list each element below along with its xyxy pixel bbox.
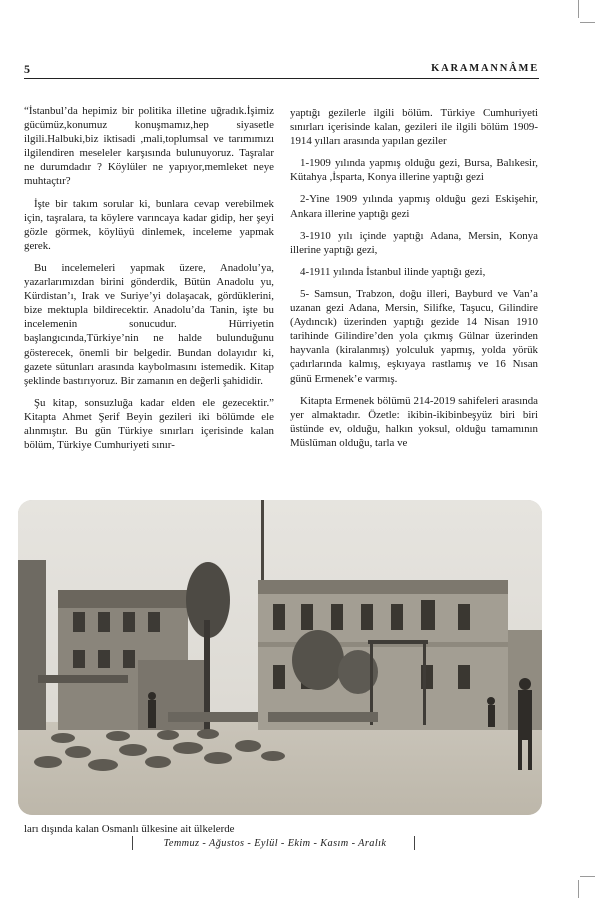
paragraph: 4-1911 yılında İstanbul ilinde yaptığı gezi,	[300, 265, 486, 278]
historic-town-square-photo	[18, 500, 542, 815]
paragraph: Şu kitap, sonsuzluğa kadar elden ele gezecektir.” Kitapta Ahmet Şerif Beyin gezileri iki bölümde ele alınmıştır. Bu gün Türkiye sınırları içerisinde kalan bölüm, Türkiye Cumhuriyeti sınır-	[24, 396, 274, 452]
footer-right-bar	[414, 836, 415, 850]
footer-left-bar	[132, 836, 133, 850]
paragraph: 1-1909 yılında yapmış olduğu gezi, Bursa, Balıkesir, Kütahya ,İsparta, Konya illerine yaptığı gezi	[290, 157, 538, 184]
continuation-line: ları dışında kalan Osmanlı ülkesine ait ülkelerde	[24, 823, 235, 835]
paragraph: Bu incelemeleri yapmak üzere, Anadolu’ya, yazarlarımızdan birini gönderdik, Bütün Anadolu yu, Kürdistan’ı, Irak ve Suriye’yi dolaşacak, gördüklerini, bize mektupla bildirecektir. Anadolu’da Tanin, işte bu incelemenin sonucudur. Hürriyetin başlangıcında,Türkiye’nin ne halde bulunduğunu gösterecek, önemli bir belgedir. Bundan dolayıdır ki, gazete sütunları arasında kaybolmasını istemedik. Kitap şeklinde bastırıyoruz. Bir zamanın en değerli şahididir.	[24, 261, 274, 387]
photo-illustration	[18, 500, 542, 815]
paragraph: İşte bir takım sorular ki, bunlara cevap verebilmek için, taşralara, ta köylere varıncaya kadar gidip, her şeyi gözle görmek, köylüyü dinlemek, inceleme yapmak gerek.	[24, 197, 274, 252]
crop-mark-top-right	[578, 0, 579, 18]
crop-mark-right-top	[580, 22, 595, 23]
crop-mark-right-bottom	[580, 876, 595, 877]
running-title: KARAMANNÂME	[431, 63, 539, 74]
paragraph: “İstanbul’da hepimiz bir politika illetine uğradık.İşimiz gücümüz,konumuz konuşmamız,hep siyasetle ilgili.Halbuki,biz iktisadi ,mali,toplumsal ve tarımımızı ilgilendiren meseleler karşısında bulunuyoruz. Taşralar ne durumdadır ? Köylüler ne yapıyor,memleket neye muhtaçtır?	[24, 105, 274, 188]
right-column	[290, 106, 538, 458]
page-number: 5	[24, 62, 30, 76]
left-column	[24, 104, 274, 460]
paragraph: yaptığı gezilerle ilgili bölüm. Türkiye Cumhuriyeti sınırları içerisinde kalan, gezileri ile ilgili bölüm 1909-1914 yılları arasında yapılan geziler	[290, 107, 538, 148]
paragraph: 3-1910 yılı içinde yaptığı Adana, Mersin, Konya illerine yaptığı gezi,	[290, 229, 538, 256]
header-rule	[24, 78, 539, 79]
paragraph: 2-Yine 1909 yılında yapmış olduğu gezi Eskişehir, Ankara illerine yaptığı gezi	[290, 193, 538, 220]
paragraph: Kitapta Ermenek bölümü 214-2019 sahifeleri arasında yer almaktadır. Özetle: ikibin-ikibinbeşyüz biri biri üstünde ev, olduğu, halkın yoksul, olduğu tamamının Müslüman olduğu, tarla ve	[290, 394, 538, 449]
paragraph: 5- Samsun, Trabzon, doğu illeri, Bayburd ve Van’a uzanan gezi Adana, Mersin, Silifke, Taşucu, Gilindire (Aydıncık) üzerinden yaptığı gezide 14 Nisan 1910 tarihinde Gilindire’den yola çıkmış Gülnar üzerinden hayvanla (kiralanmış) yolculuk yapmış, yolda yörük çadırlarında kalmış, eşkıyaya rastlamış ve 16 Nısan günü Ermenek’e varmış.	[290, 287, 538, 385]
crop-mark-bottom-right	[578, 880, 579, 898]
footer-months: Temmuz - Ağustos - Eylül - Ekim - Kasım - Aralık	[163, 838, 387, 849]
